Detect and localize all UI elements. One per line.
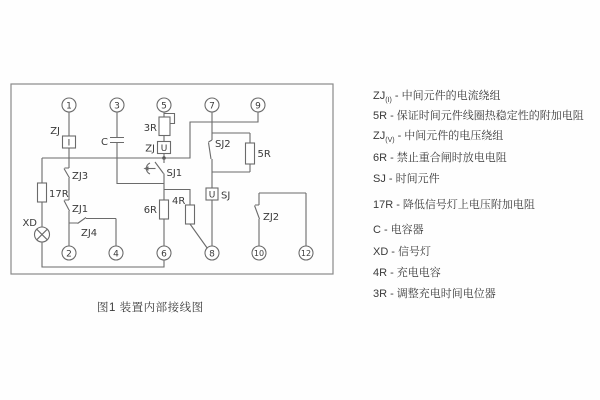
device-enclosure-box bbox=[11, 84, 333, 274]
zj3-label: ZJ3 bbox=[72, 171, 89, 182]
terminal-9 bbox=[251, 98, 265, 112]
sj1-label: SJ1 bbox=[166, 168, 183, 179]
legend-item bbox=[373, 127, 503, 144]
legend-desc: - 充电电容 bbox=[390, 267, 441, 279]
svg-text:6: 6 bbox=[161, 249, 167, 260]
legend-symbol-sub: (I) bbox=[385, 97, 392, 105]
branch-zj-current bbox=[50, 112, 75, 168]
17r-label: 17R bbox=[49, 189, 69, 200]
zj2-label: ZJ2 bbox=[263, 212, 280, 223]
contact-zj2 bbox=[255, 193, 307, 246]
3r-label: 3R bbox=[143, 123, 157, 134]
contact-sj1 bbox=[144, 158, 183, 200]
legend-symbol: SJ bbox=[373, 173, 386, 185]
legend-symbol: 17R bbox=[373, 199, 394, 211]
terminal-4 bbox=[109, 246, 123, 260]
zj-current-label: ZJ bbox=[50, 126, 60, 137]
capacitor-label: C bbox=[101, 137, 108, 148]
terminal-8 bbox=[205, 246, 219, 260]
terminal-7 bbox=[205, 98, 219, 112]
terminal-1 bbox=[62, 98, 76, 112]
legend-desc: - 调整充电时间电位器 bbox=[390, 288, 496, 300]
svg-text:7: 7 bbox=[209, 101, 215, 112]
zj-voltage-label: ZJ bbox=[145, 143, 155, 155]
xd-label: XD bbox=[22, 218, 37, 229]
terminal-6 bbox=[157, 246, 171, 260]
legend-item bbox=[373, 107, 584, 124]
legend-desc: - 降低信号灯上电压附加电阻 bbox=[396, 199, 535, 211]
svg-text:12: 12 bbox=[300, 249, 312, 259]
legend-desc: - 保证时间元件线圈热稳定性的附加电阻 bbox=[390, 110, 584, 122]
terminal-5 bbox=[157, 98, 171, 112]
sj-coil-symbol: U bbox=[208, 190, 216, 201]
legend-symbol: 4R bbox=[373, 267, 388, 279]
component-legend bbox=[373, 0, 599, 400]
terminal-2 bbox=[62, 246, 76, 260]
wiring-diagram bbox=[0, 0, 350, 295]
legend-desc: - 中间元件的电流绕组 bbox=[394, 90, 501, 102]
legend-symbol: XD bbox=[373, 246, 389, 258]
legend-item bbox=[373, 264, 441, 281]
zj-voltage-coil-symbol: U bbox=[160, 144, 168, 154]
legend-symbol: 5R bbox=[373, 110, 388, 122]
4r-label: 4R bbox=[172, 196, 186, 207]
legend-symbol: 3R bbox=[373, 288, 388, 300]
terminal-12 bbox=[299, 246, 313, 260]
legend-symbol: ZJ bbox=[373, 90, 386, 102]
svg-text:3: 3 bbox=[114, 101, 120, 112]
svg-text:8: 8 bbox=[209, 249, 215, 260]
branch-sj bbox=[206, 112, 271, 246]
contact-zj4 bbox=[69, 218, 116, 247]
terminal-10 bbox=[252, 246, 266, 260]
svg-text:5: 5 bbox=[161, 101, 167, 112]
branch-zj-voltage bbox=[144, 112, 175, 160]
legend-item bbox=[373, 87, 501, 104]
legend-item bbox=[373, 149, 507, 166]
branch-6r bbox=[144, 200, 169, 246]
capacitor-4r bbox=[186, 205, 195, 224]
legend-symbol: 6R bbox=[373, 152, 388, 164]
6r-label: 6R bbox=[143, 205, 157, 216]
terminal-3 bbox=[110, 98, 124, 112]
resistor-6r bbox=[160, 200, 169, 219]
legend-symbol: ZJ bbox=[373, 130, 386, 142]
legend-item bbox=[373, 170, 440, 187]
5r-label: 5R bbox=[257, 149, 271, 160]
legend-symbol-sub: (V) bbox=[385, 137, 395, 145]
legend-item bbox=[373, 221, 424, 238]
sj2-label: SJ2 bbox=[215, 139, 231, 150]
svg-text:2: 2 bbox=[66, 249, 72, 260]
potentiometer-3r bbox=[159, 117, 170, 136]
legend-desc: - 信号灯 bbox=[391, 246, 432, 258]
sj-label: SJ bbox=[221, 190, 231, 202]
zj-current-coil-symbol: I bbox=[67, 138, 71, 149]
zj1-label: ZJ1 bbox=[72, 204, 89, 215]
branch-4r bbox=[164, 190, 208, 249]
legend-desc: - 电容器 bbox=[383, 224, 424, 236]
svg-text:9: 9 bbox=[255, 101, 261, 112]
svg-text:4: 4 bbox=[113, 249, 119, 260]
legend-desc: - 中间元件的电压绕组 bbox=[397, 130, 504, 142]
figure-caption: 图1 装置内部接线图 bbox=[97, 302, 204, 314]
svg-text:1: 1 bbox=[66, 101, 72, 112]
svg-text:10: 10 bbox=[253, 249, 265, 259]
legend-symbol: C bbox=[373, 224, 381, 236]
zj4-label: ZJ4 bbox=[81, 228, 98, 239]
legend-item bbox=[373, 243, 431, 260]
legend-item bbox=[373, 285, 496, 302]
resistor-17r bbox=[38, 183, 47, 202]
legend-item bbox=[373, 196, 535, 213]
legend-desc: - 禁止重合闸时放电电阻 bbox=[390, 152, 507, 164]
legend-desc: - 时间元件 bbox=[388, 173, 440, 185]
resistor-5r bbox=[246, 143, 255, 164]
